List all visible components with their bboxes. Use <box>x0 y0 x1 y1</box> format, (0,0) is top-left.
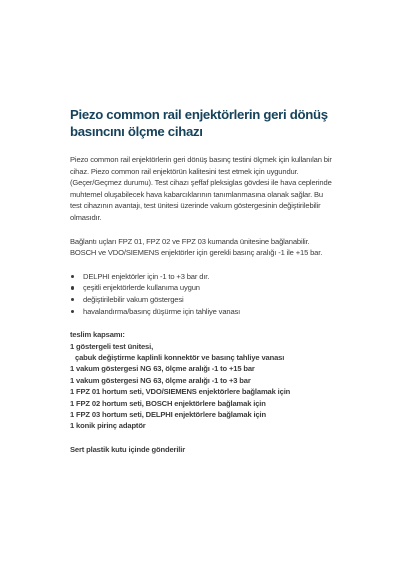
delivery-scope-line: 1 konik pirinç adaptör <box>70 421 146 431</box>
feature-item <box>70 271 335 283</box>
delivery-scope-line: 1 vakum göstergesi NG 63, ölçme aralığı -1 to +3 bar <box>70 375 251 385</box>
bullet-icon <box>71 286 74 289</box>
shipping-note: Sert plastik kutu içinde gönderilir <box>70 444 186 454</box>
page-title: Piezo common rail enjektörlerin geri dönüş basıncını ölçme cihazı <box>70 107 328 139</box>
delivery-scope-line: 1 FPZ 03 hortum seti, DELPHI enjektörlere bağlamak için <box>70 409 266 419</box>
description-paragraph: Piezo common rail enjektörlerin geri dönüş basınç testini ölçmek için kullanılan bir cihaz. Piezo common rail enjektörün kalitesini test etmek için uygundur. (Geçer/Geçmez durumu). Test cihazı şeffaf pleksiglas gövdesi ile hava ceplerinde muhtemel oluşabilecek hava kabarcıklarının tanımlanmasına olanak sağlar. Bu test cihazının avantajı, test ünitesi üzerinde vakum göstergesinin değiştirilebilir olmasıdır. <box>70 155 332 222</box>
bullet-icon <box>71 310 74 313</box>
bullet-icon <box>71 275 74 278</box>
delivery-scope-line: 1 vakum göstergesi NG 63, ölçme aralığı -1 to +15 bar <box>70 364 255 374</box>
delivery-scope-heading: teslim kapsamı: <box>70 330 125 340</box>
delivery-scope-line: 1 FPZ 02 hortum seti, BOSCH enjektörlere bağlamak için <box>70 398 266 408</box>
feature-item <box>70 282 335 294</box>
delivery-scope-line: 1 FPZ 01 hortum seti, VDO/SIEMENS enjektörlere bağlamak için <box>70 387 291 397</box>
delivery-scope-line: 1 göstergeli test ünitesi, <box>70 341 154 351</box>
document-content <box>70 106 335 455</box>
feature-text: değiştirilebilir vakum göstergesi <box>83 294 184 304</box>
feature-text: çeşitli enjektörlerde kullanıma uygun <box>83 283 200 293</box>
feature-item <box>70 306 335 318</box>
bullet-icon <box>71 298 74 301</box>
feature-text: DELPHI enjektörler için -1 to +3 bar dır. <box>83 271 210 281</box>
delivery-scope <box>70 329 335 432</box>
feature-list <box>70 271 335 317</box>
feature-text: havalandırma/basınç düşürme için tahliye vanası <box>83 306 241 316</box>
feature-item <box>70 294 335 306</box>
delivery-scope-line: çabuk değiştirme kaplinli konnektör ve basınç tahliye vanası <box>75 352 285 362</box>
connection-paragraph: Bağlantı uçları FPZ 01, FPZ 02 ve FPZ 03 kumanda ünitesine bağlanabilir. BOSCH ve VDO/SIEMENS enjektörler için gerekli basınç aralığı -1 ile +15 bar. <box>70 236 323 258</box>
